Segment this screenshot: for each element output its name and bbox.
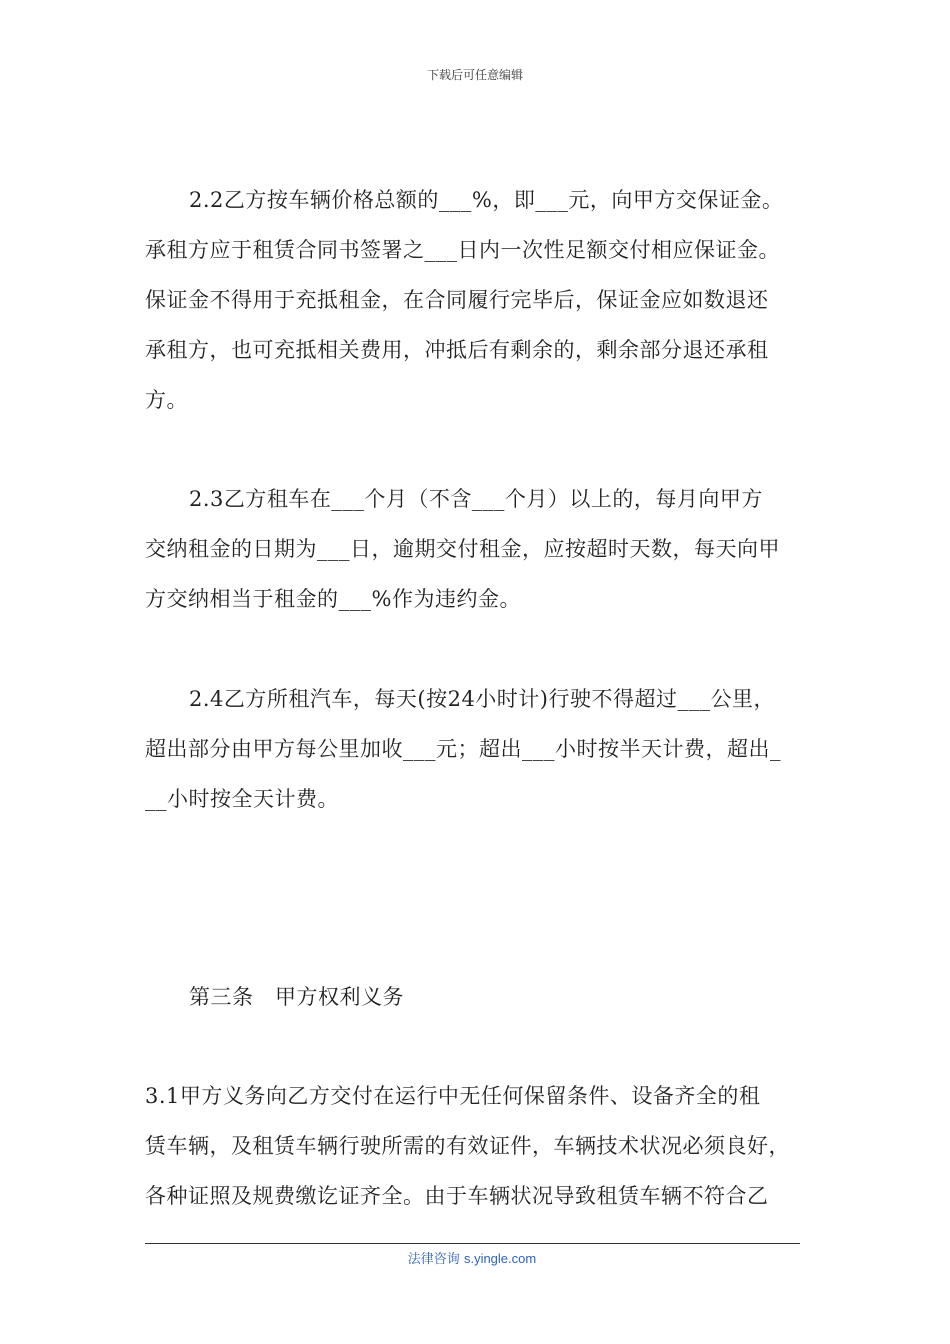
clause-2-3-line: 交纳租金的日期为___日，逾期交付租金，应按超时天数，每天向甲 (145, 537, 780, 561)
page-header (0, 66, 950, 83)
clause-2-2-line: 承租方，也可充抵相关费用，冲抵后有剩余的，剩余部分退还承租 (145, 338, 769, 362)
clause-3-1 (145, 1071, 805, 1221)
clause-2-2-line: 保证金不得用于充抵租金，在合同履行完毕后，保证金应如数退还 (145, 288, 769, 312)
clause-2-4-line: 超出部分由甲方每公里加收___元；超出___小时按半天计费，超出_ (145, 737, 781, 761)
clause-3-1-line: 3.1甲方义务向乙方交付在运行中无任何保留条件、设备齐全的租 (145, 1084, 761, 1108)
article-heading-text: 第三条 甲方权利义务 (189, 985, 404, 1009)
footer-url[interactable]: s.yingle.com (463, 1251, 537, 1266)
footer-label: 法律咨询 (407, 1252, 460, 1267)
clause-2-2-line: 方。 (145, 388, 188, 412)
clause-2-3-line: 方交纳相当于租金的___%作为违约金。 (145, 587, 521, 611)
clause-2-4-line: 2.4乙方所租汽车，每天(按24小时计)行驶不得超过___公里， (189, 687, 776, 711)
header-text: 下载后可任意编辑 (426, 68, 523, 82)
article-3-heading (145, 972, 805, 1022)
clause-2-3 (145, 474, 805, 624)
clause-2-4 (145, 674, 805, 824)
clause-3-1-line: 赁车辆，及租赁车辆行驶所需的有效证件，车辆技术状况必须良好， (145, 1134, 790, 1158)
clause-2-3-line: 2.3乙方租车在___个月（不含___个月）以上的，每月向甲方 (189, 487, 763, 511)
page-footer (0, 1248, 944, 1267)
footer-divider (145, 1243, 800, 1244)
clause-3-1-line: 各种证照及规费缴讫证齐全。由于车辆状况导致租赁车辆不符合乙 (145, 1184, 769, 1208)
clause-2-4-line: __小时按全天计费。 (145, 787, 339, 811)
clause-2-2-line: 2.2乙方按车辆价格总额的___%，即___元，向甲方交保证金。 (189, 188, 784, 212)
clause-2-2-line: 承租方应于租赁合同书签署之___日内一次性足额交付相应保证金。 (145, 238, 780, 262)
clause-2-2 (145, 175, 805, 425)
